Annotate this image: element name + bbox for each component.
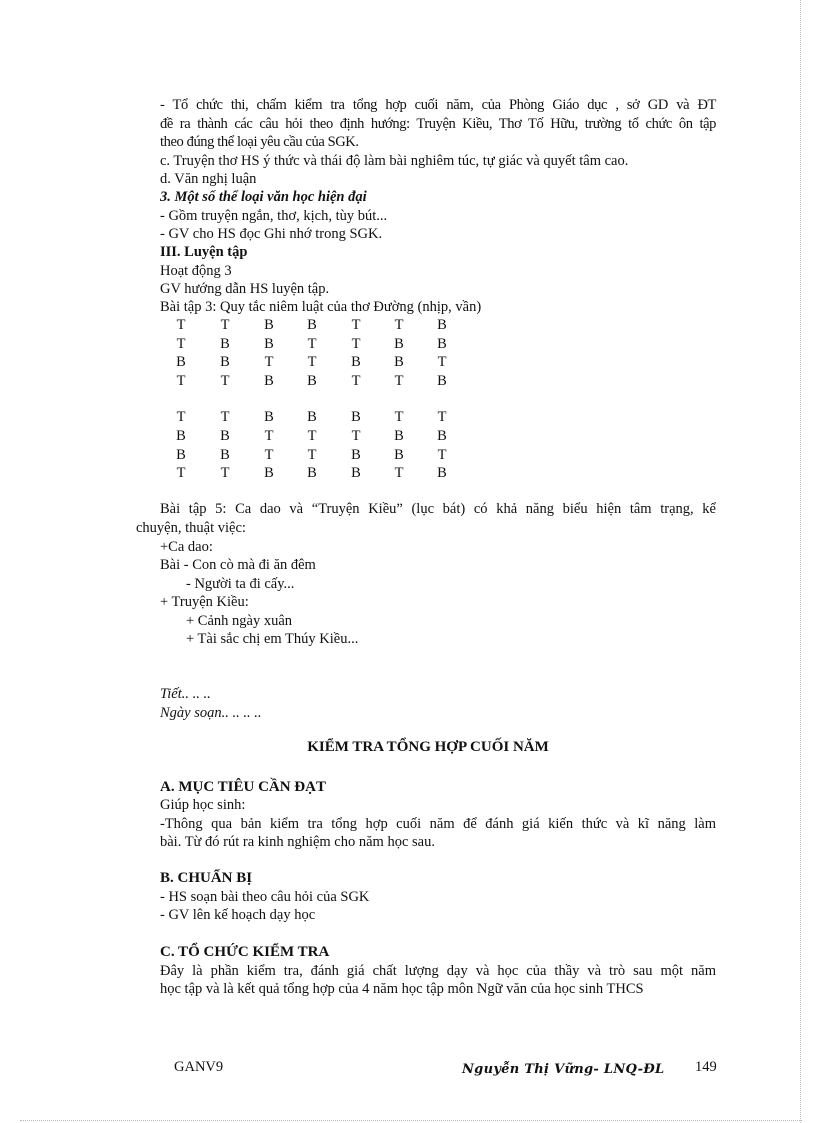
tone-cell: B — [351, 409, 361, 425]
tone-cell: T — [437, 354, 447, 370]
period-label: Tiết.. .. .. — [160, 686, 211, 702]
page-number: 149 — [695, 1059, 717, 1075]
tone-cell: T — [437, 409, 447, 425]
tone-cell: B — [220, 447, 230, 463]
text-line: - Tổ chức thi, chấm kiểm tra tổng hợp cuối năm, của Phòng Giáo dục , sở GD và ĐT — [160, 97, 716, 113]
tone-cell: T — [176, 317, 186, 333]
section-heading: III. Luyện tập — [160, 244, 248, 260]
tone-cell: B — [394, 336, 404, 352]
tone-cell: B — [394, 447, 404, 463]
tone-cell: T — [220, 465, 230, 481]
tone-cell: T — [176, 336, 186, 352]
tone-cell: T — [351, 336, 361, 352]
list-item: Bài - Con cò mà đi ăn đêm — [160, 557, 316, 573]
text-line: d. Văn nghị luận — [160, 171, 257, 187]
page-border-right — [800, 0, 802, 1123]
exercise-title: Bài tập 3: Quy tắc niêm luật của thơ Đường (nhịp, vần) — [160, 299, 482, 315]
tone-cell: T — [351, 428, 361, 444]
section-heading: B. CHUẨN BỊ — [160, 870, 253, 886]
tone-cell: B — [351, 465, 361, 481]
text-line: theo đúng thể loại yêu cầu của SGK. — [160, 134, 359, 150]
tone-cell: B — [437, 336, 447, 352]
tone-cell: B — [351, 354, 361, 370]
tone-cell: T — [307, 336, 317, 352]
tone-cell: B — [264, 336, 274, 352]
tone-cell: B — [176, 354, 186, 370]
text-line: -Thông qua bản kiểm tra tổng hợp cuối năm để đánh giá kiến thức và kĩ năng làm — [160, 816, 716, 832]
text-line: đề ra thành các câu hỏi theo định hướng: Truyện Kiều, Thơ Tố Hữu, trường tổ chức ôn tập — [160, 116, 716, 132]
footer-code: GANV9 — [174, 1059, 224, 1075]
section-heading: C. TỔ CHỨC KIỂM TRA — [160, 944, 330, 960]
tone-cell: B — [176, 428, 186, 444]
date-label: Ngày soạn.. .. .. .. — [160, 705, 262, 721]
text-line: bài. Từ đó rút ra kinh nghiệm cho năm học sau. — [160, 834, 435, 850]
text-line: học tập và là kết quả tổng hợp của 4 năm học tập môn Ngữ văn của học sinh THCS — [160, 981, 644, 997]
footer-author: Nguyễn Thị Vững- LNQ-ĐL — [462, 1062, 665, 1077]
tone-cell: T — [394, 465, 404, 481]
tone-cell: T — [394, 373, 404, 389]
tone-cell: T — [394, 409, 404, 425]
tone-cell: B — [264, 373, 274, 389]
page-border-bottom — [20, 1120, 802, 1122]
tone-cell: T — [176, 465, 186, 481]
tone-cell: B — [351, 447, 361, 463]
tone-cell: B — [307, 465, 317, 481]
tone-cell: T — [394, 317, 404, 333]
tone-cell: B — [437, 465, 447, 481]
tone-cell: T — [437, 447, 447, 463]
tone-cell: T — [307, 354, 317, 370]
list-item: + Tài sắc chị em Thúy Kiều... — [186, 631, 359, 647]
tone-cell: B — [437, 428, 447, 444]
tone-cell: B — [264, 409, 274, 425]
tone-cell: B — [176, 447, 186, 463]
section-heading: 3. Một số thể loại văn học hiện đại — [160, 189, 367, 205]
tone-cell: B — [264, 465, 274, 481]
text-line: Hoạt động 3 — [160, 263, 232, 279]
tone-cell: T — [220, 409, 230, 425]
tone-cell: T — [351, 317, 361, 333]
tone-cell: T — [307, 428, 317, 444]
tone-cell: T — [351, 373, 361, 389]
tone-cell: B — [220, 354, 230, 370]
tone-cell: T — [220, 373, 230, 389]
page-title: KIỂM TRA TỔNG HỢP CUỐI NĂM — [307, 739, 549, 755]
tone-cell: B — [307, 317, 317, 333]
text-line: Giúp học sinh: — [160, 797, 246, 813]
list-item: - Gồm truyện ngắn, thơ, kịch, tùy bút... — [160, 208, 388, 224]
tone-cell: B — [307, 373, 317, 389]
tone-cell: T — [176, 373, 186, 389]
tone-cell: B — [437, 373, 447, 389]
tone-cell: B — [394, 354, 404, 370]
tone-cell: B — [394, 428, 404, 444]
list-item: +Ca dao: — [160, 539, 213, 555]
section-heading: A. MỤC TIÊU CẦN ĐẠT — [160, 779, 326, 795]
tone-cell: B — [437, 317, 447, 333]
tone-cell: T — [307, 447, 317, 463]
tone-cell: T — [264, 428, 274, 444]
tone-cell: T — [264, 354, 274, 370]
list-item: - GV cho HS đọc Ghi nhớ trong SGK. — [160, 226, 383, 242]
tone-cell: T — [220, 317, 230, 333]
tone-cell: B — [264, 317, 274, 333]
tone-cell: B — [220, 428, 230, 444]
list-item: + Truyện Kiều: — [160, 594, 249, 610]
tone-cell: B — [220, 336, 230, 352]
text-line: GV hướng dẫn HS luyện tập. — [160, 281, 330, 297]
tone-cell: T — [176, 409, 186, 425]
text-line: chuyện, thuật việc: — [136, 520, 246, 536]
list-item: - GV lên kế hoạch dạy học — [160, 907, 316, 923]
text-line: Đây là phần kiểm tra, đánh giá chất lượng dạy và học của thầy và trò sau một năm — [160, 963, 716, 979]
list-item: + Cảnh ngày xuân — [186, 613, 293, 629]
exercise-title: Bài tập 5: Ca dao và “Truyện Kiều” (lục bát) có khả năng biểu hiện tâm trạng, kể — [160, 501, 716, 517]
list-item: - HS soạn bài theo câu hỏi của SGK — [160, 889, 370, 905]
tone-cell: B — [307, 409, 317, 425]
text-line: c. Truyện thơ HS ý thức và thái độ làm bài nghiêm túc, tự giác và quyết tâm cao. — [160, 153, 629, 169]
tone-cell: T — [264, 447, 274, 463]
list-item: - Người ta đi cấy... — [186, 576, 295, 592]
